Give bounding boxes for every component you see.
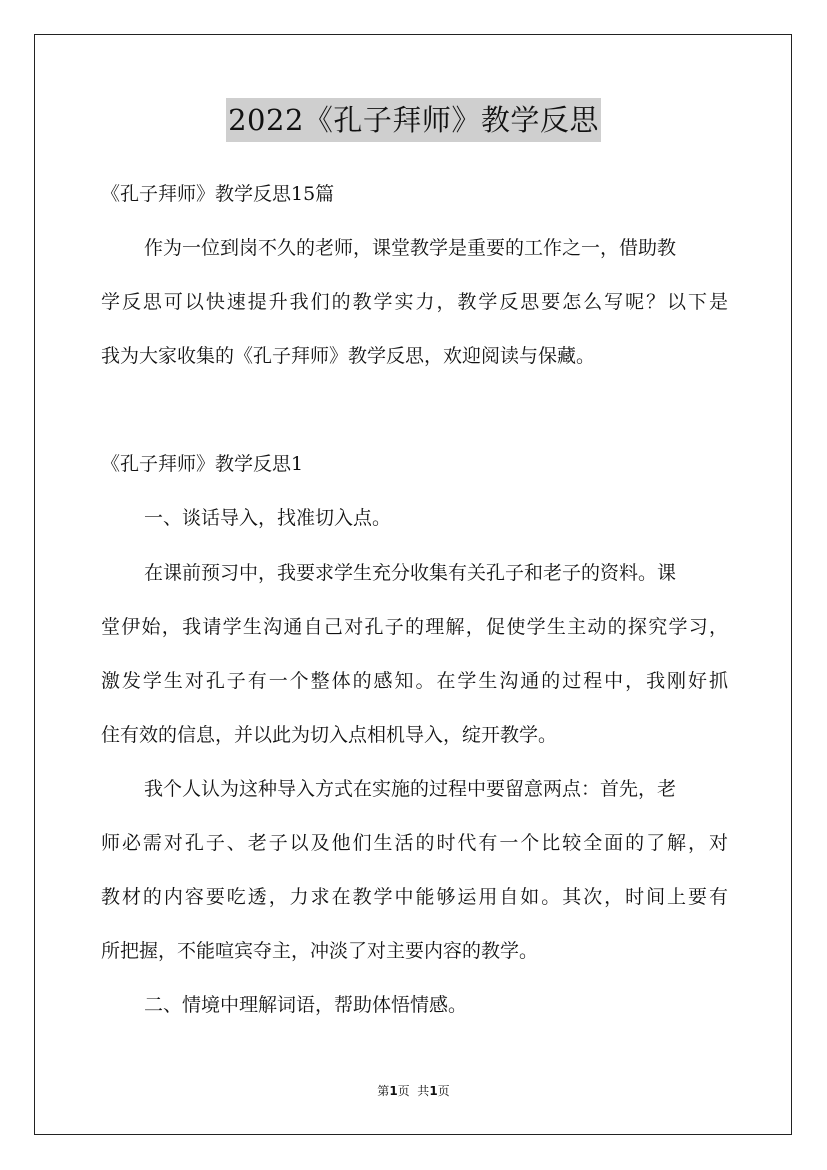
- paragraph-two-line-2: 师必需对孔子、老子以及他们生活的时代有一个比较全面的了解，对: [101, 832, 728, 854]
- intro-line-1: 作为一位到岗不久的老师，课堂教学是重要的工作之一，借助教: [144, 237, 677, 259]
- footer-total-pages: 1: [429, 1084, 438, 1098]
- paragraph-one-line-4: 住有效的信息，并以此为切入点相机导入，绽开教学。: [101, 724, 558, 746]
- paragraph-one-line-2: 堂伊始，我请学生沟通自己对孔子的理解，促使学生主动的探究学习，: [101, 616, 728, 638]
- point-two-heading: 二、情境中理解词语，帮助体悟情感。: [144, 994, 468, 1016]
- intro-line-2: 学反思可以快速提升我们的教学实力，教学反思要怎么写呢？以下是: [101, 291, 728, 313]
- paragraph-one-line-1: 在课前预习中，我要求学生充分收集有关孔子和老子的资料。课: [144, 562, 677, 584]
- paragraph-two-line-3: 教材的内容要吃透，力求在教学中能够运用自如。其次，时间上要有: [101, 886, 728, 908]
- title-container: [0, 98, 827, 142]
- paragraph-two-line-4: 所把握，不能喧宾夺主，冲淡了对主要内容的教学。: [101, 940, 539, 962]
- footer-page-number: 1: [389, 1084, 398, 1098]
- footer-suffix: 页: [437, 1084, 450, 1098]
- paragraph-one-line-3: 激发学生对孔子有一个整体的感知。在学生沟通的过程中，我刚好抓: [101, 670, 728, 692]
- document-title: 2022《孔子拜师》教学反思: [226, 98, 601, 142]
- intro-line-3: 我为大家收集的《孔子拜师》教学反思，欢迎阅读与保藏。: [101, 345, 596, 367]
- point-one-heading: 一、谈话导入，找准切入点。: [144, 507, 392, 529]
- section-heading: 《孔子拜师》教学反思1: [101, 453, 304, 475]
- footer-prefix: 第: [377, 1084, 390, 1098]
- footer-mid: 页 共: [397, 1084, 430, 1098]
- page-footer: [0, 1083, 827, 1099]
- paragraph-two-line-1: 我个人认为这种导入方式在实施的过程中要留意两点：首先，老: [144, 778, 677, 800]
- document-subtitle: 《孔子拜师》教学反思15篇: [101, 183, 335, 205]
